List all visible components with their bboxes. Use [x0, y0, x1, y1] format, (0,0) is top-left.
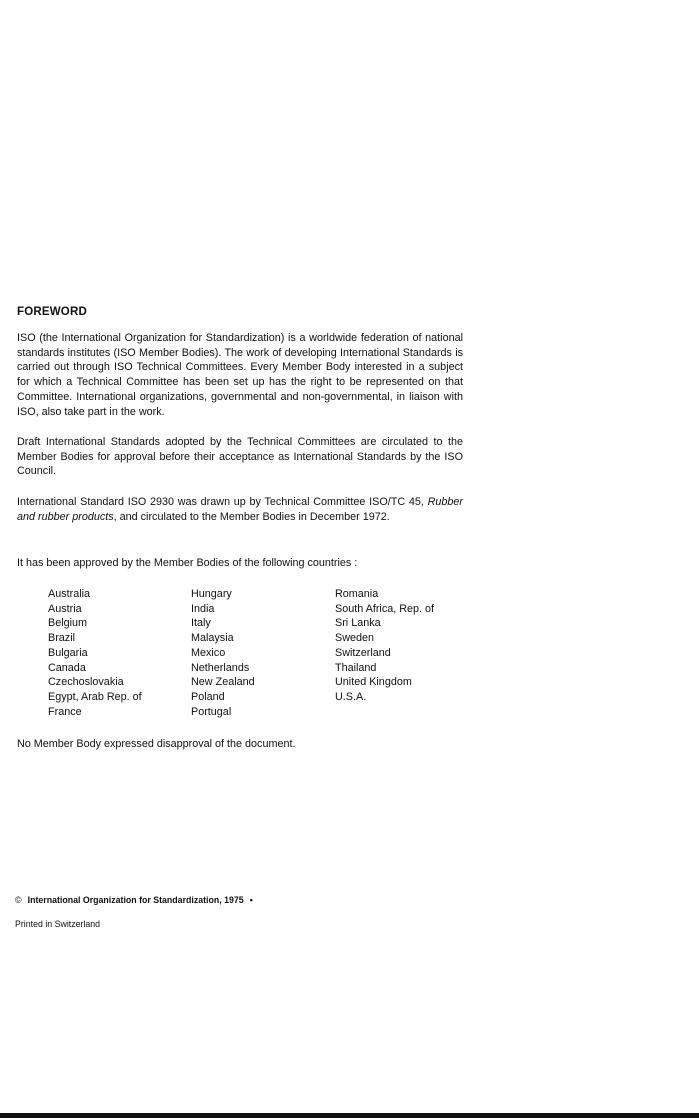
- country-item: Canada: [48, 661, 86, 674]
- paragraph3-text-after: , and circulated to the Member Bodies in December 1972.: [113, 510, 390, 523]
- country-item: United Kingdom: [335, 676, 412, 689]
- country-item: Sweden: [335, 632, 375, 645]
- copyright-icon: ©: [15, 895, 22, 905]
- bottom-edge-bar: [0, 1113, 699, 1118]
- countries-column-1: [48, 587, 142, 719]
- country-item: Netherlands: [191, 661, 250, 674]
- countries-column-3: [335, 587, 434, 705]
- committee-title-italic: Rubber and rubber products: [17, 496, 463, 523]
- countries-column-2: [191, 587, 255, 719]
- country-item: Belgium: [48, 617, 88, 630]
- country-item: India: [191, 602, 215, 615]
- country-item: U.S.A.: [335, 690, 367, 703]
- country-item: Brazil: [48, 632, 75, 645]
- paragraph3-text-before: International Standard ISO 2930 was drawn up by Technical Committee ISO/TC 45,: [17, 496, 428, 508]
- foreword-paragraph-draft-standards: Draft International Standards adopted by the Technical Committees are circulated to the Member Bodies for approval before their acceptance as International Standards by the ISO Council.: [17, 436, 463, 478]
- country-item: Malaysia: [191, 632, 234, 645]
- foreword-paragraph-iso-2930: [17, 495, 463, 524]
- country-item: Bulgaria: [48, 646, 88, 659]
- printed-in-notice: Printed in Switzerland: [15, 919, 101, 929]
- copyright-text: International Organization for Standardization, 1975: [27, 895, 244, 905]
- country-item: France: [48, 705, 82, 718]
- country-item: Romania: [335, 588, 379, 600]
- country-item: South Africa, Rep. of: [335, 602, 435, 615]
- country-item: Austria: [48, 602, 82, 615]
- foreword-paragraph-iso: ISO (the International Organization for Standardization) is a worldwide federation of national standards institutes (ISO Member Bodies). The work of developing International Standards is carried out through ISO Technical Committees. Every Member Body interested in a subject for which a Technical Committee has been set up has the right to be represented on that Committee. International organizations, governmental and non-governmental, in liaison with ISO, also take part in the work.: [17, 332, 463, 418]
- country-item: Egypt, Arab Rep. of: [48, 690, 142, 703]
- country-item: Australia: [48, 588, 91, 600]
- country-item: New Zealand: [191, 676, 255, 689]
- country-item: Switzerland: [335, 646, 391, 659]
- country-item: Hungary: [191, 588, 232, 600]
- copyright-notice: [15, 895, 253, 905]
- foreword-paragraph-no-disapproval: No Member Body expressed disapproval of the document.: [17, 738, 296, 750]
- country-item: Czechoslovakia: [48, 676, 124, 689]
- foreword-heading: FOREWORD: [17, 306, 87, 318]
- country-item: Poland: [191, 690, 225, 703]
- country-item: Portugal: [191, 705, 232, 718]
- country-item: Italy: [191, 617, 211, 630]
- bullet-icon: •: [249, 895, 253, 905]
- country-item: Thailand: [335, 661, 377, 674]
- foreword-paragraph-approved-by: It has been approved by the Member Bodies of the following countries :: [17, 557, 358, 569]
- country-item: Mexico: [191, 646, 226, 659]
- country-item: Sri Lanka: [335, 617, 381, 630]
